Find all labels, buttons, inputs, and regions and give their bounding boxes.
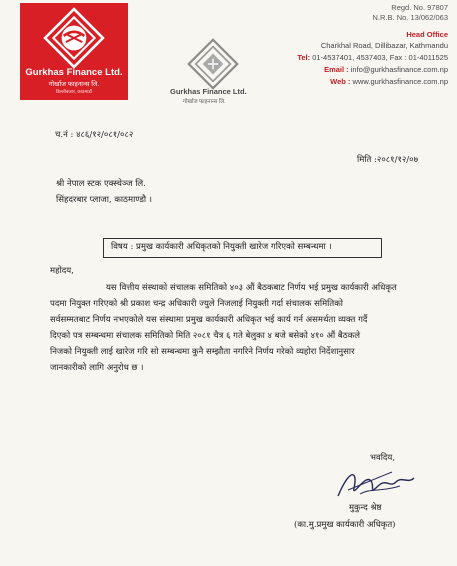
signer-name: मुकुन्द श्रेष्ठ [349,503,382,513]
website-line [330,77,448,86]
email-line [324,65,448,74]
tel-label: Tel: [297,53,311,62]
telephone-line [297,53,448,62]
tel-value: 01-4537401, 4537403, Fax : 01-4011525 [310,53,448,62]
signer-designation: (का.मु.प्रमुख कार्यकारी अधिकृत) [294,520,396,530]
head-office-title: Head Office [406,30,448,39]
logo-address: डिल्लीबजार, काठमाडौं [56,89,92,94]
body-line: पदमा नियुक्त गरिएको श्री प्रकाश चन्द्र अधिकारी ज्युले निजलाई नियुक्ती गर्दा संचालक समितिको [50,299,343,309]
watermark-emblem-icon [187,38,239,90]
handwritten-signature [330,458,420,508]
company-logo [20,3,128,100]
letter-date: मिति :२०८१/१२/०७ [357,155,418,165]
closing: भवदिय, [370,453,396,463]
center-company-name-nepali: गोर्खाज फाइनान्स लि. [183,99,226,105]
recipient-address: सिंहदरबार प्लाजा, काठमाण्डौ । [56,195,152,205]
logo-company-name: Gurkhas Finance Ltd. [25,67,123,78]
reference-number: च.नं : ४८६/१२/०८१/०८२ [55,130,134,140]
recipient-name: श्री नेपाल स्टक एक्स्चेञ्ज लि. [56,179,146,189]
logo-company-name-nepali: गोर्खाज फाइनान्स लि. [48,81,100,88]
subject-line: विषय : प्रमुख कार्यकारी अधिकृतको नियुक्ती खारेज गरिएको सम्बन्धमा । [111,242,332,252]
body-line: दिएको पत्र सम्बन्धमा संचालक समितिको मिति २०८१ चैत्र ६ गते बेलुका ४ बजे बसेको ४१० औं बैठकले [50,331,361,341]
email-value[interactable]: info@gurkhasfinance.com.np [348,65,448,74]
body-line: यस वित्तीय संस्थाको संचालक समितिको ४०३ औं बैठकबाट निर्णय भई प्रमुख कार्यकारी अधिकृत [106,283,397,293]
center-company-name: Gurkhas Finance Ltd. [170,87,247,96]
khukuri-emblem-icon [43,7,105,69]
body-line: सर्वसम्मतबाट निर्णय नभएकोले यस संस्थामा प्रमुख कार्यकारी अधिकृत भई कार्य गर्न असमर्थता व्यक्त गर्दै [50,315,368,325]
nrb-number: N.R.B. No. 13/062/063 [372,13,448,22]
web-label: Web : [330,77,351,86]
email-label: Email : [324,65,349,74]
web-value[interactable]: www.gurkhasfinance.com.np [350,77,448,86]
salutation: महोदय, [50,266,74,276]
head-office-address: Charkhal Road, Dillibazar, Kathmandu [320,41,448,50]
body-line: जानकारीको लागि अनुरोध छ । [50,363,144,373]
registration-number: Regd. No. 97807 [391,3,448,12]
body-line: निजको नियुक्ती लाई खारेज गरि सो सम्बन्धमा कुनै सम्झौता नगरिने निर्णय गरेको व्यहोरा निर्देशानुसार [50,347,355,357]
